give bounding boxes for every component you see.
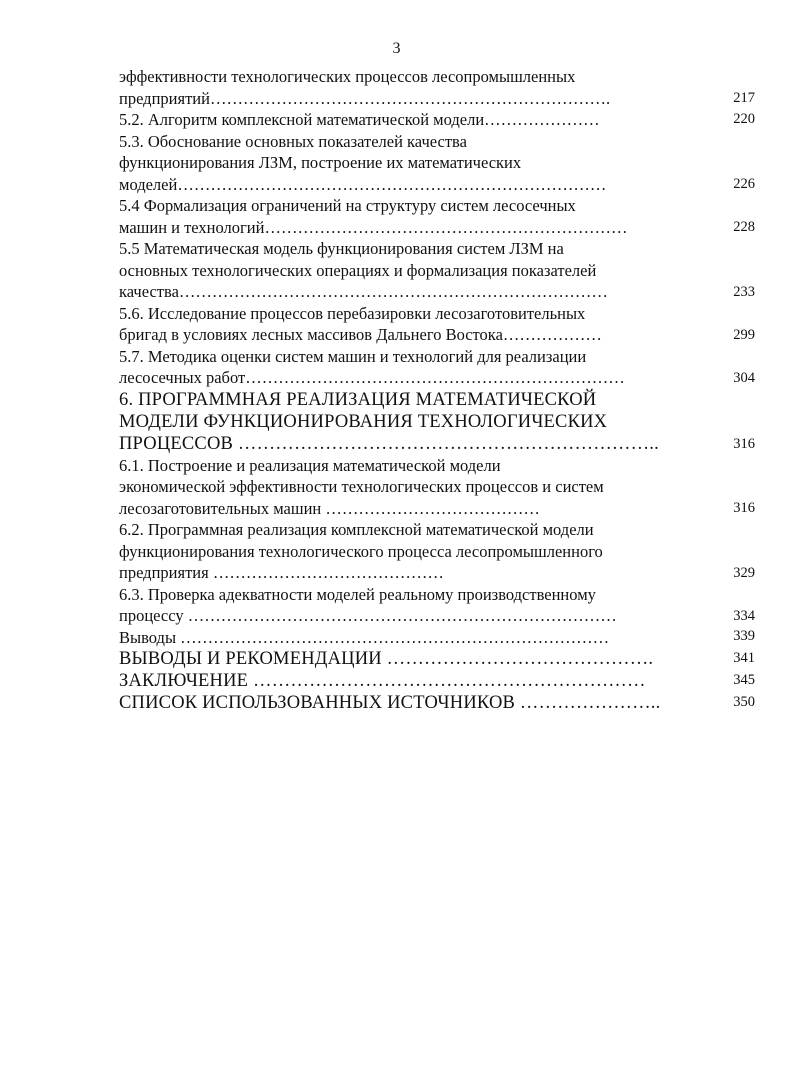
toc-entry-text-line: СПИСОК ИСПОЛЬЗОВАННЫХ ИСТОЧНИКОВ ………………….. (119, 693, 661, 713)
toc-entry (119, 670, 755, 692)
toc-page-number: 341 (733, 650, 755, 666)
toc-entry-text-line: 6. ПРОГРАММНАЯ РЕАЛИЗАЦИЯ МАТЕМАТИЧЕСКОЙ (119, 389, 597, 410)
table-of-contents (119, 66, 755, 714)
toc-entry-text-line: процессу …………………………………………………………………… (119, 606, 617, 625)
toc-entry (119, 519, 755, 584)
toc-entry-text-line: предприятия …………………………………… (119, 563, 444, 582)
toc-entry-text-line: предприятий………………………………………………………………. (119, 88, 611, 108)
toc-entry-text-line: качества…………………………………………………………………… (119, 282, 608, 301)
toc-entry-text-line: бригад в условиях лесных массивов Дальнего Востока……………… (119, 325, 602, 344)
toc-entry (119, 66, 755, 109)
toc-page-number: 220 (733, 110, 755, 127)
toc-entry-text-line: 6.1. Построение и реализация математической модели (119, 455, 501, 475)
toc-entry-text-line: 5.6. Исследование процессов перебазировки лесозаготовительных (119, 303, 586, 323)
toc-entry-text-line: ЗАКЛЮЧЕНИЕ ……………………………………………………… (119, 671, 646, 691)
toc-page-number: 304 (733, 369, 755, 386)
toc-page-number: 316 (733, 435, 755, 452)
toc-entry (119, 195, 755, 238)
toc-entry (119, 131, 755, 196)
toc-page-number: 334 (733, 607, 755, 624)
toc-entry-text-line: экономической эффективности технологических процессов и систем (119, 477, 604, 496)
toc-entry (119, 627, 755, 649)
toc-page-number: 339 (733, 628, 755, 644)
toc-entry (119, 346, 755, 389)
toc-page-number: 345 (733, 672, 755, 688)
toc-entry-text-line: 5.3. Обоснование основных показателей качества (119, 131, 467, 151)
toc-entry-text-line: Выводы …………………………………………………………………… (119, 627, 610, 647)
toc-page-number: 350 (733, 694, 755, 710)
toc-page-number: 329 (733, 564, 755, 581)
toc-entry-text-line: 5.4 Формализация ограничений на структуру систем лесосечных (119, 196, 576, 215)
toc-entry-text-line: эффективности технологических процессов лесопромышленных (119, 67, 576, 86)
toc-entry (119, 303, 755, 346)
toc-entry-text-line: 6.3. Проверка адекватности моделей реальному производственному (119, 584, 596, 604)
page-number: 3 (392, 40, 401, 57)
toc-page-number: 226 (733, 176, 755, 192)
toc-entry-text-line: лесосечных работ…………………………………………………………… (119, 368, 625, 387)
toc-entry-text-line: 5.5 Математическая модель функционирования систем ЛЗМ на (119, 239, 564, 258)
toc-entry (119, 648, 755, 670)
toc-entry-text-line: основных технологических операциях и формализация показателей (119, 260, 597, 280)
toc-page-number: 316 (733, 500, 755, 516)
toc-entry (119, 584, 755, 627)
toc-page-number: 217 (733, 90, 755, 106)
toc-entry-text-line: МОДЕЛИ ФУНКЦИОНИРОВАНИЯ ТЕХНОЛОГИЧЕСКИХ (119, 411, 608, 432)
toc-entry-text-line: 5.7. Методика оценки систем машин и технологий для реализации (119, 346, 587, 366)
toc-entry-text-line: функционирования технологического процесса лесопромышленного (119, 541, 603, 561)
toc-page-number: 228 (733, 219, 755, 235)
toc-entry-text-line: 5.2. Алгоритм комплексной математической модели………………… (119, 110, 600, 129)
toc-entry-text-line: ПРОЦЕССОВ ………………………………………………………….. (119, 433, 659, 454)
toc-entry-text-line: лесозаготовительных машин ………………………………… (119, 498, 540, 518)
toc-entry-text-line: функционирования ЛЗМ, построение их математических (119, 153, 522, 172)
toc-entry (119, 692, 755, 714)
toc-entry (119, 455, 755, 520)
toc-entry (119, 238, 755, 303)
toc-entry-text-line: машин и технологий………………………………………………………… (119, 217, 628, 237)
toc-entry (119, 389, 755, 455)
toc-entry (119, 109, 755, 131)
toc-page-number: 233 (733, 283, 755, 300)
toc-entry-text-line: ВЫВОДЫ И РЕКОМЕНДАЦИИ ……………………………………. (119, 649, 654, 669)
toc-entry-text-line: моделей…………………………………………………………………… (119, 174, 607, 194)
toc-page-number: 299 (733, 326, 755, 343)
toc-entry-text-line: 6.2. Программная реализация комплексной математической модели (119, 520, 594, 539)
